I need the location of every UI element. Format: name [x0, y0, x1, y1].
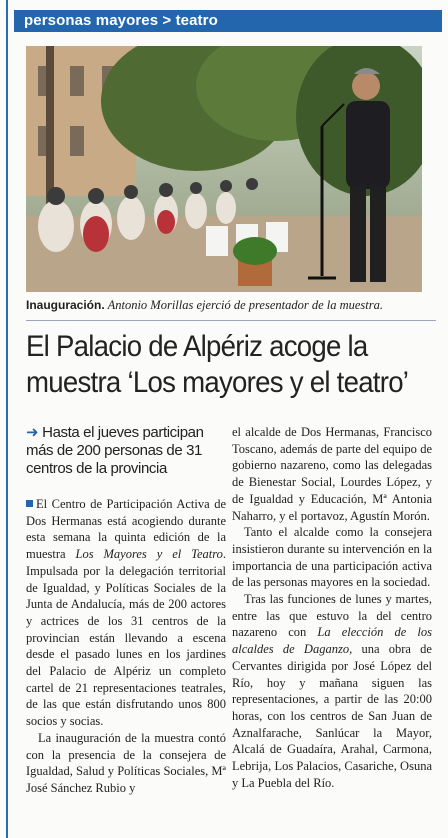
paragraph-1-title: Los Mayores y el Teatro [75, 547, 223, 562]
article-headline [26, 329, 409, 401]
paragraph-2: La inauguración de la muestra contó con la presencia de la consejera de Igualdad, Salud y Políticas Sociales, Mª José Sánchez Rubio y [26, 730, 226, 795]
headline-line-2: muestra ‘Los mayores y el teatro’ [26, 366, 409, 399]
deck-text: Hasta el jueves participan más de 200 personas de 31 centros de la provincia [26, 424, 204, 477]
paragraph-4: Tanto el alcalde como la consejera insistieron durante su intervención en la importancia de una participación activa de las personas mayores en la sociedad. [232, 525, 432, 590]
photo-caption [26, 298, 436, 313]
paragraph-marker-icon [26, 500, 33, 507]
caption-text: Antonio Morillas ejerció de presentador de la muestra. [104, 298, 384, 312]
column-right [232, 424, 432, 791]
section-title: personas mayores > teatro [24, 12, 218, 29]
caption-divider [26, 320, 436, 321]
article-deck [26, 424, 226, 478]
paragraph-1-text-b: . Impulsada por la delegación territorial de Igualdad, y Políticas Sociales de la Junta de Andalucía, más de 200 actores y actrices de los 31 centros de la provincian están llevando a escena desde el pasado lunes en los jardines del Palacio de Alpériz un completo cartel de 21 representaciones teatrales, de las que están disfrutando unos 800 socios y socias. [26, 547, 227, 729]
paragraph-5 [232, 591, 432, 791]
paragraph-1 [26, 496, 226, 730]
event-photo [26, 46, 422, 292]
arrow-right-icon: ➜ [26, 424, 39, 441]
paragraph-1-text-a: El Centro de Participación Activa de Dos Hermanas está acogiendo durante esta semana la quinta edición de la muestra [26, 497, 226, 562]
paragraph-5-text-a: Tras las funciones de lunes y martes, entre las que estuvo la del centro nazareno con [232, 592, 432, 640]
paragraph-3: el alcalde de Dos Hermanas, Francisco Toscano, además de parte del equipo de gobierno nazareno, como las delegadas de Bienestar Social, Lourdes López, y de Igualdad y Educación, Mª Antonia Naharro, y el portavoz, Agustín Morón. [232, 425, 432, 523]
caption-lead: Inauguración. [26, 298, 105, 312]
paragraph-5-text-b: , una obra de Cervantes dirigida por José López del Río, hoy y mañana siguen las representaciones, a partir de las 20:00 horas, con los centros de San Juan de Aznalfarache, Sanlúcar la Mayor, Alcalá de Guadaíra, Arahal, Carmona, Lebrija, Los Palacios, Casariche, Osuna y La Puebla del Río. [232, 642, 432, 790]
column-rule [6, 0, 8, 838]
section-header [14, 10, 442, 32]
headline-line-1: El Palacio de Alpériz acoge la [26, 330, 368, 363]
article-body-left [26, 496, 226, 797]
paragraph-5-title: La elección de los alcaldes de Daganzo [232, 625, 432, 657]
column-left [26, 424, 226, 797]
article-body-right [232, 424, 432, 791]
